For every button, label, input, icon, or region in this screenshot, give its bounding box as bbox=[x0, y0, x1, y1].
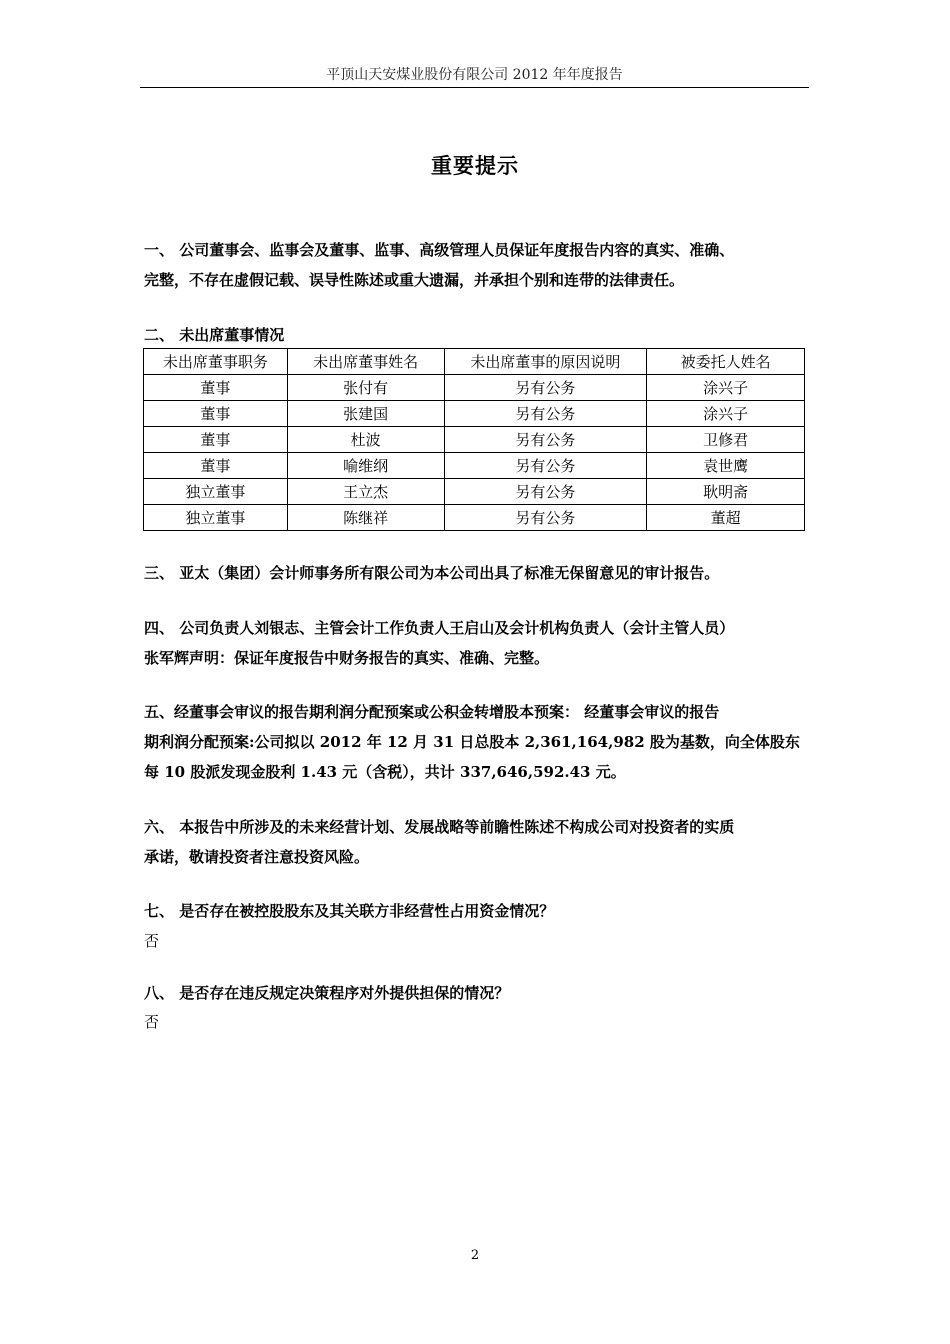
table-cell: 董事 bbox=[144, 453, 288, 479]
section-3: 三、 亚太（集团）会计师事务所有限公司为本公司出具了标准无保留意见的审计报告。 bbox=[144, 564, 720, 582]
table-cell: 董超 bbox=[647, 505, 805, 531]
table-cell: 另有公务 bbox=[444, 453, 647, 479]
section-7-answer: 否 bbox=[144, 932, 160, 950]
table-cell: 另有公务 bbox=[444, 505, 647, 531]
table-header-row bbox=[144, 349, 805, 375]
table-cell: 独立董事 bbox=[144, 505, 288, 531]
section-2-heading: 二、 未出席董事情况 bbox=[144, 326, 285, 344]
table-header-cell: 被委托人姓名 bbox=[647, 349, 805, 375]
header-divider bbox=[140, 87, 809, 88]
table-cell: 喻维纲 bbox=[287, 453, 444, 479]
table-cell: 独立董事 bbox=[144, 479, 288, 505]
section-5-line-2: 期利润分配预案:公司拟以 2012 年 12 月 31 日总股本 2,361,164,982 股为基数，向全体股东 bbox=[144, 733, 800, 751]
table-cell: 杜波 bbox=[287, 427, 444, 453]
table-row bbox=[144, 375, 805, 401]
section-6-line-2: 承诺，敬请投资者注意投资风险。 bbox=[144, 848, 370, 866]
section-5-line-1: 五、经董事会审议的报告期利润分配预案或公积金转增股本预案： 经董事会审议的报告 bbox=[144, 703, 720, 721]
table-row bbox=[144, 453, 805, 479]
section-1-line-2: 完整，不存在虚假记载、误导性陈述或重大遗漏，并承担个别和连带的法律责任。 bbox=[144, 271, 685, 289]
table-cell: 董事 bbox=[144, 375, 288, 401]
table-cell: 耿明斋 bbox=[647, 479, 805, 505]
table-row bbox=[144, 427, 805, 453]
section-5-line-3: 每 10 股派发现金股利 1.43 元（含税），共计 337,646,592.43 元。 bbox=[144, 763, 626, 781]
section-8-answer: 否 bbox=[144, 1013, 160, 1031]
table-cell: 董事 bbox=[144, 401, 288, 427]
table-cell: 袁世鹰 bbox=[647, 453, 805, 479]
table-cell: 张付有 bbox=[287, 375, 444, 401]
section-4-line-1: 四、 公司负责人刘银志、主管会计工作负责人王启山及会计机构负责人（会计主管人员） bbox=[144, 619, 735, 637]
section-4 bbox=[144, 613, 809, 673]
table-cell: 涂兴子 bbox=[647, 375, 805, 401]
table-row bbox=[144, 505, 805, 531]
table-cell: 涂兴子 bbox=[647, 401, 805, 427]
section-6 bbox=[144, 812, 809, 872]
section-6-line-1: 六、 本报告中所涉及的未来经营计划、发展战略等前瞻性陈述不构成公司对投资者的实质 bbox=[144, 818, 735, 836]
table-cell: 另有公务 bbox=[444, 427, 647, 453]
table-cell: 另有公务 bbox=[444, 375, 647, 401]
page-header: 平顶山天安煤业股份有限公司 2012 年年度报告 bbox=[326, 67, 623, 83]
table-cell: 张建国 bbox=[287, 401, 444, 427]
table-row bbox=[144, 479, 805, 505]
table-cell: 王立杰 bbox=[287, 479, 444, 505]
page-title: 重要提示 bbox=[431, 153, 519, 178]
table-header-cell: 未出席董事职务 bbox=[144, 349, 288, 375]
section-1-line-1: 一、 公司董事会、监事会及董事、监事、高级管理人员保证年度报告内容的真实、准确、 bbox=[144, 241, 735, 259]
table-row bbox=[144, 401, 805, 427]
absent-directors-table bbox=[143, 348, 805, 531]
section-8-question: 八、 是否存在违反规定决策程序对外提供担保的情况？ bbox=[144, 984, 510, 1002]
table-cell: 卫修君 bbox=[647, 427, 805, 453]
table-header-cell: 未出席董事的原因说明 bbox=[444, 349, 647, 375]
table-cell: 另有公务 bbox=[444, 401, 647, 427]
section-1 bbox=[144, 235, 809, 295]
table-cell: 董事 bbox=[144, 427, 288, 453]
section-4-line-2: 张军辉声明：保证年度报告中财务报告的真实、准确、完整。 bbox=[144, 649, 550, 667]
section-7-question: 七、 是否存在被控股股东及其关联方非经营性占用资金情况？ bbox=[144, 902, 555, 920]
table-header-cell: 未出席董事姓名 bbox=[287, 349, 444, 375]
table-cell: 陈继祥 bbox=[287, 505, 444, 531]
table-cell: 另有公务 bbox=[444, 479, 647, 505]
page-number: 2 bbox=[470, 1248, 480, 1263]
section-5 bbox=[144, 697, 809, 787]
